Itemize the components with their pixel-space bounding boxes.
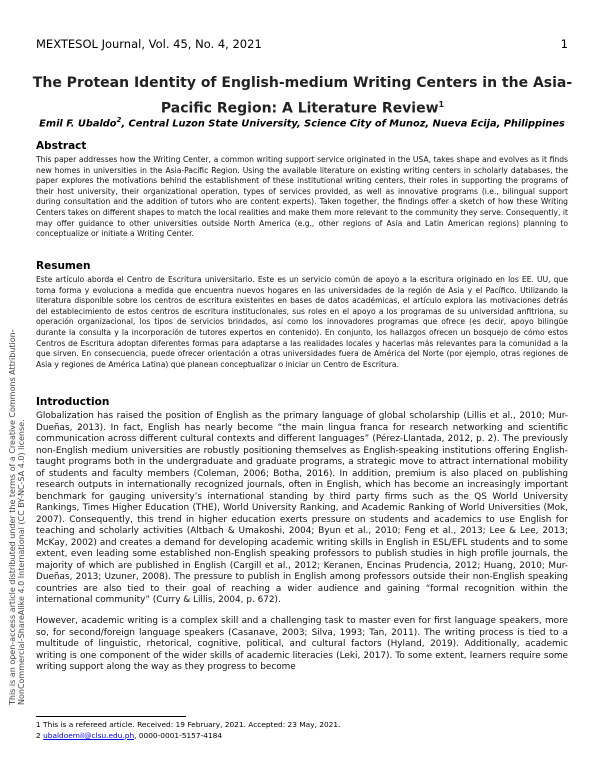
author-affiliation: , Central Luzon State University, Science City of Munoz, Nueva Ecija, Philippines: [121, 118, 565, 130]
footnote-2-number: 2: [36, 731, 44, 740]
article-title: [30, 73, 575, 120]
footnote-1: 1 This is a refereed article. Received: 19 February, 2021. Accepted: 23 May, 2021.: [36, 720, 341, 729]
title-footnote-marker: 1: [438, 100, 445, 109]
introduction-heading: Introduction: [36, 396, 110, 408]
license-text: This is an open-access article distributed under the terms of a Creative Commons Attribution-NonCommercial-ShareAlike 4.0 International (CC BY-NC-SA 4.0) license.: [8, 329, 26, 705]
resumen-text: Este artículo aborda el Centro de Escritura universitario. Este es un servicio común de apoyo a la escritura originado en los EE. UU, que toma forma y evoluciona a medida que encuentra nuevos hogares en las universidades de la región de Asia y el Pacífico. Utilizando la literatura disponible sobre los centros de escritura existentes en bases de datos académicas, el artículo explora las motivaciones detrás del establecimiento de estos centros de escritura institucionales, sus roles en el apoyo a los programas de su universidad anfitriona, su operación organizacional, los tipos de servicios brindados, así como los innovadores programas que ofrece (es decir, apoyo bilingüe durante la consulta y la incorporación de tutores expertos en contenido). En conjunto, los hallazgos ofrecen un bosquejo de cómo estos Centros de Escritura adoptan diferentes formas para adaptarse a las realidades locales y hacerlas más relevantes para la comunidad a la que sirven. En consecuencia, puede ofrecer orientación a otras universidades fuera de América del Norte (por ejemplo, otras regiones de Asia y regiones de América Latina) que planean conceptualizar o iniciar un Centro de Escritura.: [36, 275, 568, 369]
resumen-heading: Resumen: [36, 260, 91, 272]
author-footnote-marker: 2: [116, 116, 122, 124]
abstract-text: This paper addresses how the Writing Center, a common writing support service originated in the USA, takes shape and evolves as it finds new homes in universities in the Asia-Pacific Region. Using the available literature on existing writing centers in scholarly databases, the paper explores the motivations behind the establishment of these institutional writing centers, their roles in supporting the programs of their host university, their organizational operation, types of services provided, as well as innovative programs (i.e., bilingual support during consultation and the addition of tutors who are content experts). Taken together, the findings offer a sketch of how these Writing Centers takes on different shapes to match the local realities and make them more relevant to the community they serve. Consequently, it may offer guidance to other universities outside North America (e.g., other regions of Asia and Latin American regions) planning to conceptualize or initiate a Writing Center.: [36, 155, 568, 239]
journal-citation: MEXTESOL Journal, Vol. 45, No. 4, 2021: [36, 37, 262, 51]
footnote-divider: [36, 716, 186, 717]
article-title-text: The Protean Identity of English-medium Writing Centers in the Asia-Pacific Region: A Literature Review: [32, 75, 573, 117]
running-header: [36, 37, 568, 51]
author-email-link[interactable]: ubaldoemil@clsu.edu.ph: [43, 731, 135, 740]
author-name: Emil F. Ubaldo: [39, 118, 117, 130]
license-sidebar: [8, 265, 24, 705]
introduction-paragraph-1: Globalization has raised the position of English as the primary language of global scholarship (Lillis et al., 2010; Mur-Dueñas, 2013). In fact, English has nearly become “the main lingua franca for research networking and scientific communication across different cultural contexts and different languages” (Pérez-Llantada, 2012, p. 2). The previously non-English medium universities are robustly positioning themselves as English-speaking institutions offering English-taught programs both in the undergraduate and graduate programs, a strategic move to attract international mobility of students and faculty members (Coleman, 2006; Botha, 2016). In addition, premium is also placed on publishing research outputs in internationally recognized journals, often in English, which has become an increasingly important benchmark for gauging university’s international standing by third party firms such as the QS World University Rankings, Times Higher Education (THE), World University Ranking, and Academic Ranking of World Universities (Mok, 2007). Consequently, this trend in higher education exerts pressure on students and academics to use English for teaching and scholarly activities (Altbach & Umakoshi, 2004; Byun et al., 2010; Feng et al., 2013; Lee & Lee, 2013; McKay, 2002) and creates a demand for developing academic writing skills in English in ESL/EFL students and to some extent, even leading some established non-English speaking professors to publish studies in high profile journals, the majority of which are published in English (Cargill et al., 2012; Keranen, Encinas Prudencia, 2012; Huang, 2010; Mur-Dueñas, 2013; Uzuner, 2008). The pressure to publish in English among professors outside their non-English speaking countries are also tied to their goal of reaching a wider audience and gaining “formal recognition within the international community” (Curry & Lillis, 2004, p. 672).: [36, 411, 568, 605]
footnote-2: [36, 731, 568, 741]
author-line: [36, 116, 568, 129]
introduction-paragraph-2: However, academic writing is a complex skill and a challenging task to master even for first language speakers, more so, for second/foreign language speakers (Casanave, 2003; Silva, 1993; Tan, 2011). The writing process is tied to a multitude of linguistic, rhetorical, cognitive, political, and cultural factors (Hyland, 2019). Additionally, academic writing is one component of the wider skills of academic literacies (Leki, 2017). To some extent, learners require some writing support along the way as they progress to become: [36, 616, 568, 672]
page-number: 1: [560, 37, 568, 51]
abstract-heading: Abstract: [36, 140, 87, 152]
author-orcid: , 0000-0001-5157-4184: [134, 731, 223, 740]
